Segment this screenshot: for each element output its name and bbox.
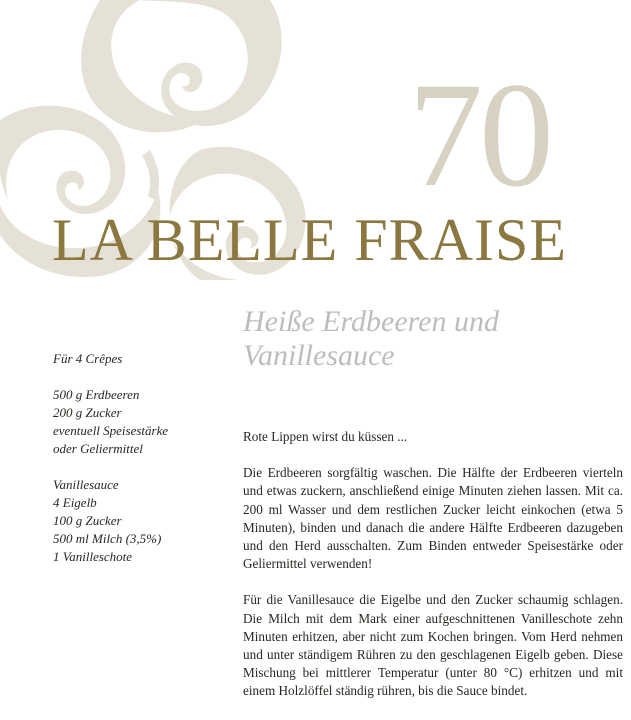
subtitle-line: Vanillesauce — [243, 339, 395, 372]
ingredient-item: 1 Vanilleschote — [53, 549, 133, 564]
ingredient-item: 100 g Zucker — [53, 513, 122, 528]
intro-line: Rote Lippen wirst du küssen ... — [243, 429, 408, 444]
subtitle-line: Heiße Erdbeeren und — [243, 305, 500, 338]
ingredient-item: 500 g Erdbeeren — [53, 387, 140, 402]
instruction-paragraph: Die Erdbeeren sorgfältig waschen. Die Hälfte der Erdbeeren vierteln und etwas zuckern, anschließend einige Minuten ziehen lassen. Mit ca. 200 ml Wasser und dem restlichen Zucker leicht einkochen (etwa 5 Minuten), binden und danach die andere Hälfte Erdbeeren dazugeben und den Herd ausschalten. Zum Binden entweder Speisestärke oder Geliermittel verwenden! — [243, 465, 623, 572]
page-number: 70 — [408, 52, 550, 218]
recipe-instructions — [243, 428, 623, 719]
ingredient-item: eventuell Speisestärke — [53, 423, 169, 438]
recipe-subtitle — [243, 305, 623, 373]
recipe-title: LA BELLE FRAISE — [52, 207, 568, 273]
instruction-paragraph: Für die Vanillesauce die Eigelbe und den Zucker schaumig schlagen. Die Milch mit dem Mark einer aufgeschnittenen Vanilleschote zehn Minuten erhitzen, aber nicht zum Kochen bringen. Vom Herd nehmen und unter ständigem Rühren zu den geschlagenen Eigelb geben. Diese Mischung bei mittlerer Temperatur (unter 80 °C) erhitzen und mit einem Holzlöffel ständig rühren, bis die Sauce bindet. — [243, 592, 623, 699]
servings: Für 4 Crêpes — [53, 351, 123, 366]
ingredient-item: 200 g Zucker — [53, 405, 122, 420]
ingredient-group-heading: Vanillesauce — [53, 477, 119, 492]
ingredient-item: 4 Eigelb — [53, 495, 97, 510]
ingredients-list — [53, 350, 243, 566]
ingredient-item: oder Geliermittel — [53, 441, 143, 456]
ingredient-item: 500 ml Milch (3,5%) — [53, 531, 162, 546]
